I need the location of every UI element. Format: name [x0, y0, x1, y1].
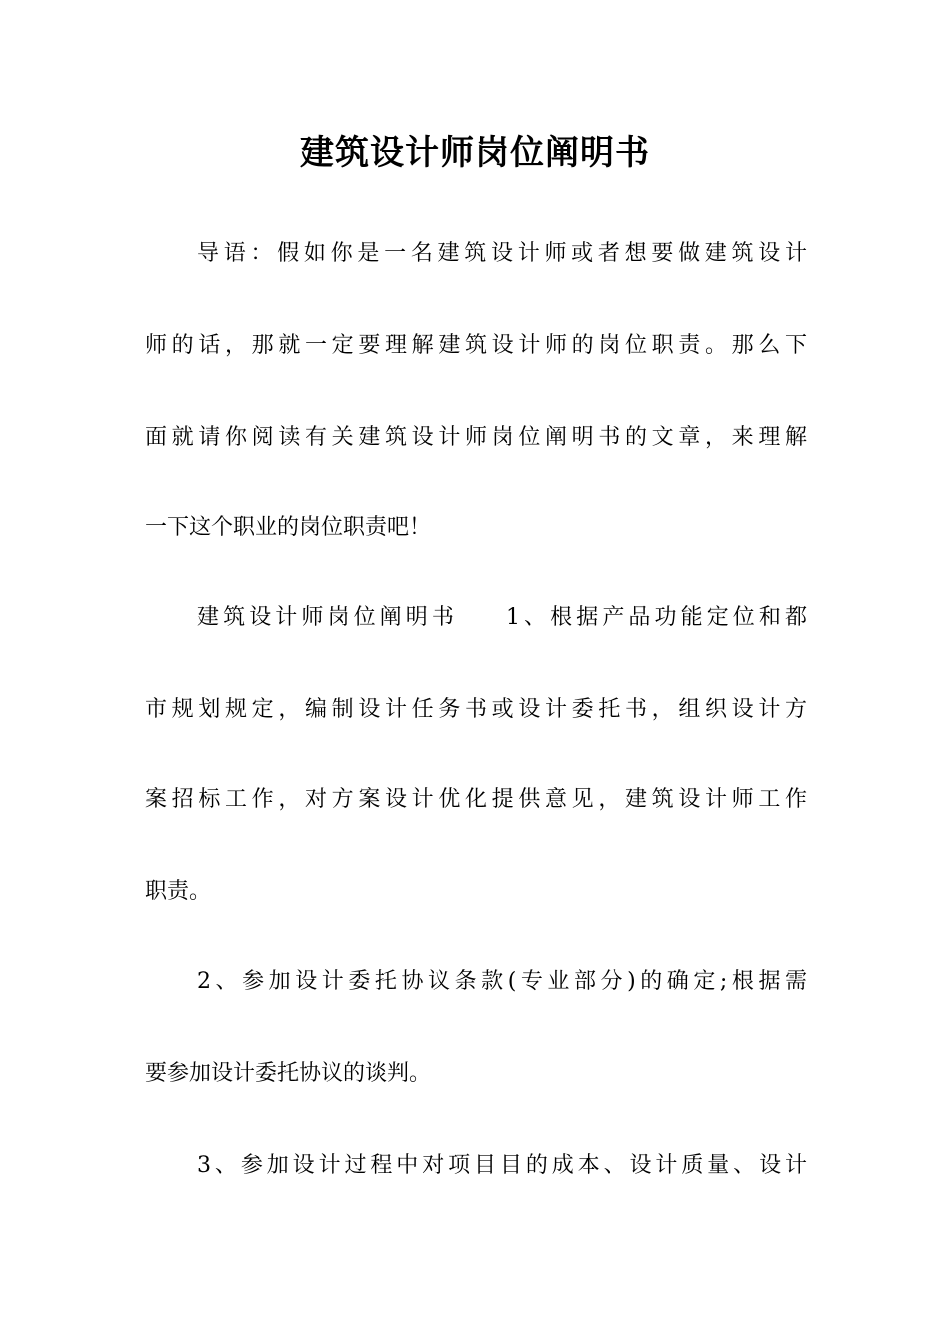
- list-item-1-start: 1、根据产品功能定位和都: [505, 605, 807, 630]
- document-title: 建筑设计师岗位阐明书: [300, 133, 650, 173]
- section-heading-inline: 建筑设计师岗位阐明书: [197, 605, 458, 630]
- paragraph-line: 2、参加设计委托协议条款(专业部分)的确定;根据需: [197, 969, 807, 994]
- paragraph-line: 导语：假如你是一名建筑设计师或者想要做建筑设计: [197, 241, 807, 266]
- paragraph-line: 职责。: [145, 879, 212, 904]
- paragraph-line: 案招标工作，对方案设计优化提供意见，建筑设计师工作: [145, 787, 807, 812]
- paragraph-line: 面就请你阅读有关建筑设计师岗位阐明书的文章，来理解: [145, 425, 807, 450]
- paragraph-line: 师的话，那就一定要理解建筑设计师的岗位职责。那么下: [145, 333, 807, 358]
- paragraph-line-compound: [197, 598, 807, 638]
- paragraph-line: 3、参加设计过程中对项目目的成本、设计质量、设计: [197, 1153, 807, 1178]
- paragraph-line: 一下这个职业的岗位职责吧！: [145, 515, 432, 540]
- paragraph-line: 市规划规定，编制设计任务书或设计委托书，组织设计方: [145, 697, 807, 722]
- paragraph-line: 要参加设计委托协议的谈判。: [145, 1061, 432, 1086]
